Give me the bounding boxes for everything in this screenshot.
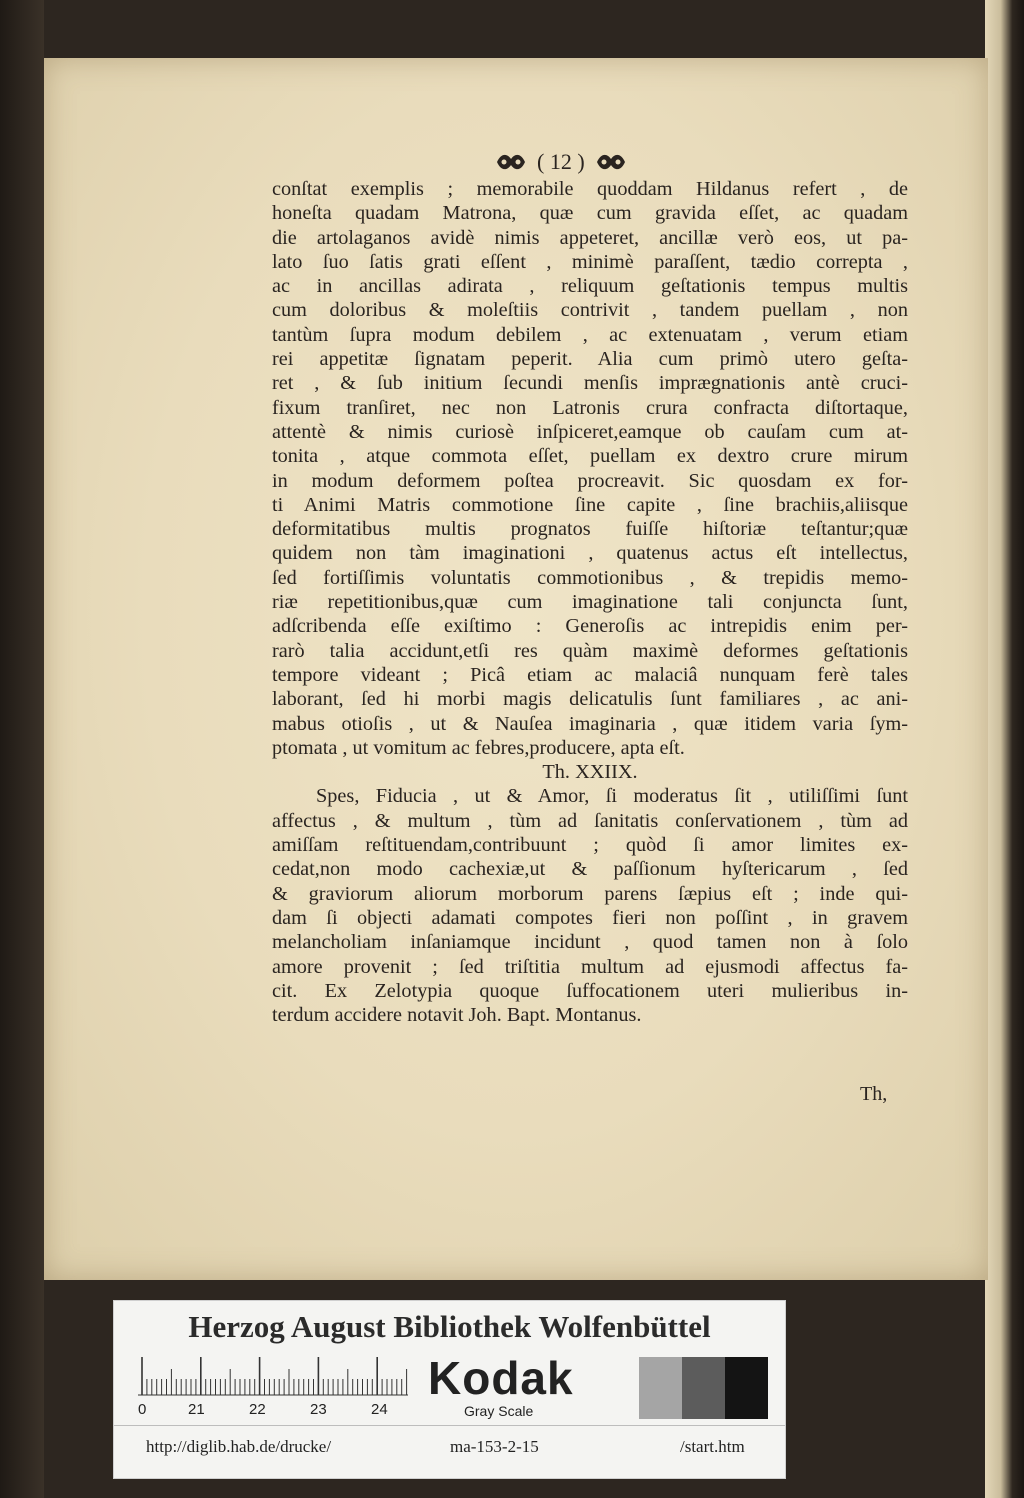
ruler-number: 23 [310,1401,327,1418]
gray-scale-label: Gray Scale [464,1403,534,1419]
text-line: terdum accidere notavit Joh. Bapt. Montanus. [272,1004,642,1027]
text-line: melancholiam inſaniamque incidunt , quod tamen non à ſolo [272,931,908,954]
ornament-right-icon [595,151,627,173]
gray-swatch [639,1357,682,1419]
text-line: fixum tranſiret, nec non Latronis crura confracta diſtortaque, [272,396,908,419]
text-line: tantùm ſupra modum debilem , ac extenuatam , verum etiam [272,323,908,346]
gray-scale-swatches [596,1357,768,1419]
text-line: amiſſam reſtituendam,contribuunt ; quòd ſi amor limites ex- [272,834,908,857]
ruler-number: 24 [371,1401,388,1418]
text-line: cit. Ex Zelotypia quoque ſuffocationem uteri mulieribus in- [272,979,908,1002]
scan-background-right [985,0,1024,1498]
ornament-left-icon [495,151,527,173]
text-line: ptomata , ut vomitum ac febres,producere, apta eſt. [272,736,685,759]
ruler-number: 21 [188,1401,205,1418]
text-line: laborant, ſed hi morbi magis delicatulis ſunt familiares , ac ani- [272,688,908,711]
gray-swatch [725,1357,768,1419]
text-line: rarò talia accidunt,etſi res quàm maximè deformes geſtationis [272,639,908,662]
ruler-numbers [138,1401,408,1421]
text-line: ret , & ſub initium ſecundi menſis imprægnationis antè cruci- [272,372,908,395]
ruler-number: 22 [249,1401,266,1418]
library-card [113,1300,786,1479]
text-line: ſed fortiſſimis voluntatis commotionibus , & trepidis memo- [272,566,908,589]
text-line: tonita , atque commota eſſet, puellam ex dextro crure mirum [272,445,908,468]
page-header [495,147,685,177]
shelfmark-text: ma-153-2-15 [450,1437,539,1456]
gray-swatch [682,1357,725,1419]
text-line: ac in ancillas adirata , reliquum geſtationis tempus multis [272,275,908,298]
catchword: Th, [860,1083,888,1105]
text-line: rei appetitæ ſignatam peperit. Alia cum primò utero geſta- [272,348,908,371]
text-line: in modum deformem poſtea procreavit. Sic quosdam ex for- [272,469,908,492]
url-text: http://diglib.hab.de/drucke/ [146,1437,332,1456]
text-line: attentè & nimis curiosè inſpiceret,eamque ob cauſam cum at- [272,420,908,443]
text-line: riæ repetitionibus,quæ cum imaginatione tali conjuncta ſunt, [272,591,908,614]
ruler-number: 0 [138,1401,147,1418]
thesis-heading: Th. XXIIX. [542,761,638,784]
text-line: mabus otioſis , ut & Nauſea imaginaria , quæ itidem varia ſym- [272,712,908,735]
library-name: Herzog August Bibliothek Wolfenbüttel [188,1309,711,1344]
text-line: amore provenit ; ſed triſtitia multum ad ejusmodi affectus fa- [272,955,908,978]
start-text: /start.htm [680,1437,745,1456]
text-line: lato ſuo ſatis grati eſſent , minimè paraſſent, tædio correpta , [272,250,908,273]
text-line: ti Animi Matris commotione ſine capite , ſine brachiis,aliisque [272,493,908,516]
text-line: honeſta quadam Matrona, quæ cum gravida eſſet, ac quadam [272,202,908,225]
text-line: deformitatibus multis prognatos fuiſſe hiſtoriæ teſtantur;quæ [272,518,908,541]
text-line: & graviorum aliorum morborum parens ſæpius eſt ; inde qui- [272,882,908,905]
text-line: cum doloribus & moleſtiis contrivit , tandem puellam , non [272,299,908,322]
text-line: conſtat exemplis ; memorabile quoddam Hildanus refert , de [272,178,908,200]
scan-background-left [0,0,44,1498]
text-line: dam ſi objecti adamati compotes fieri non poſſint , in gravem [272,906,908,929]
text-line: tempore videant ; Picâ etiam ac malaciâ nunquam ferè tales [272,663,908,686]
text-line: quidem non tàm imaginationi , quatenus actus eſt intellectus, [272,542,908,565]
text-line: Spes, Fiducia , ut & Amor, ſi moderatus ſit , utiliſſimi ſunt [316,785,908,808]
text-line: cedat,non modo cachexiæ,ut & paſſionum hyſtericarum , ſed [272,858,908,881]
text-line: adſcribenda eſſe exiſtimo : Generoſis ac intrepidis enim per- [272,615,908,638]
kodak-logo: Kodak [428,1352,574,1404]
text-line: affectus , & multum , tùm ad ſanitatis conſervationem , tùm ad [272,809,908,832]
page-number: ( 12 ) [537,149,585,174]
text-line: die artolaganos avidè nimis appeteret, ancillæ verò eos, ut pa- [272,226,908,249]
gray-swatch [596,1357,639,1419]
card-divider [114,1425,785,1426]
body-text [272,177,908,1027]
